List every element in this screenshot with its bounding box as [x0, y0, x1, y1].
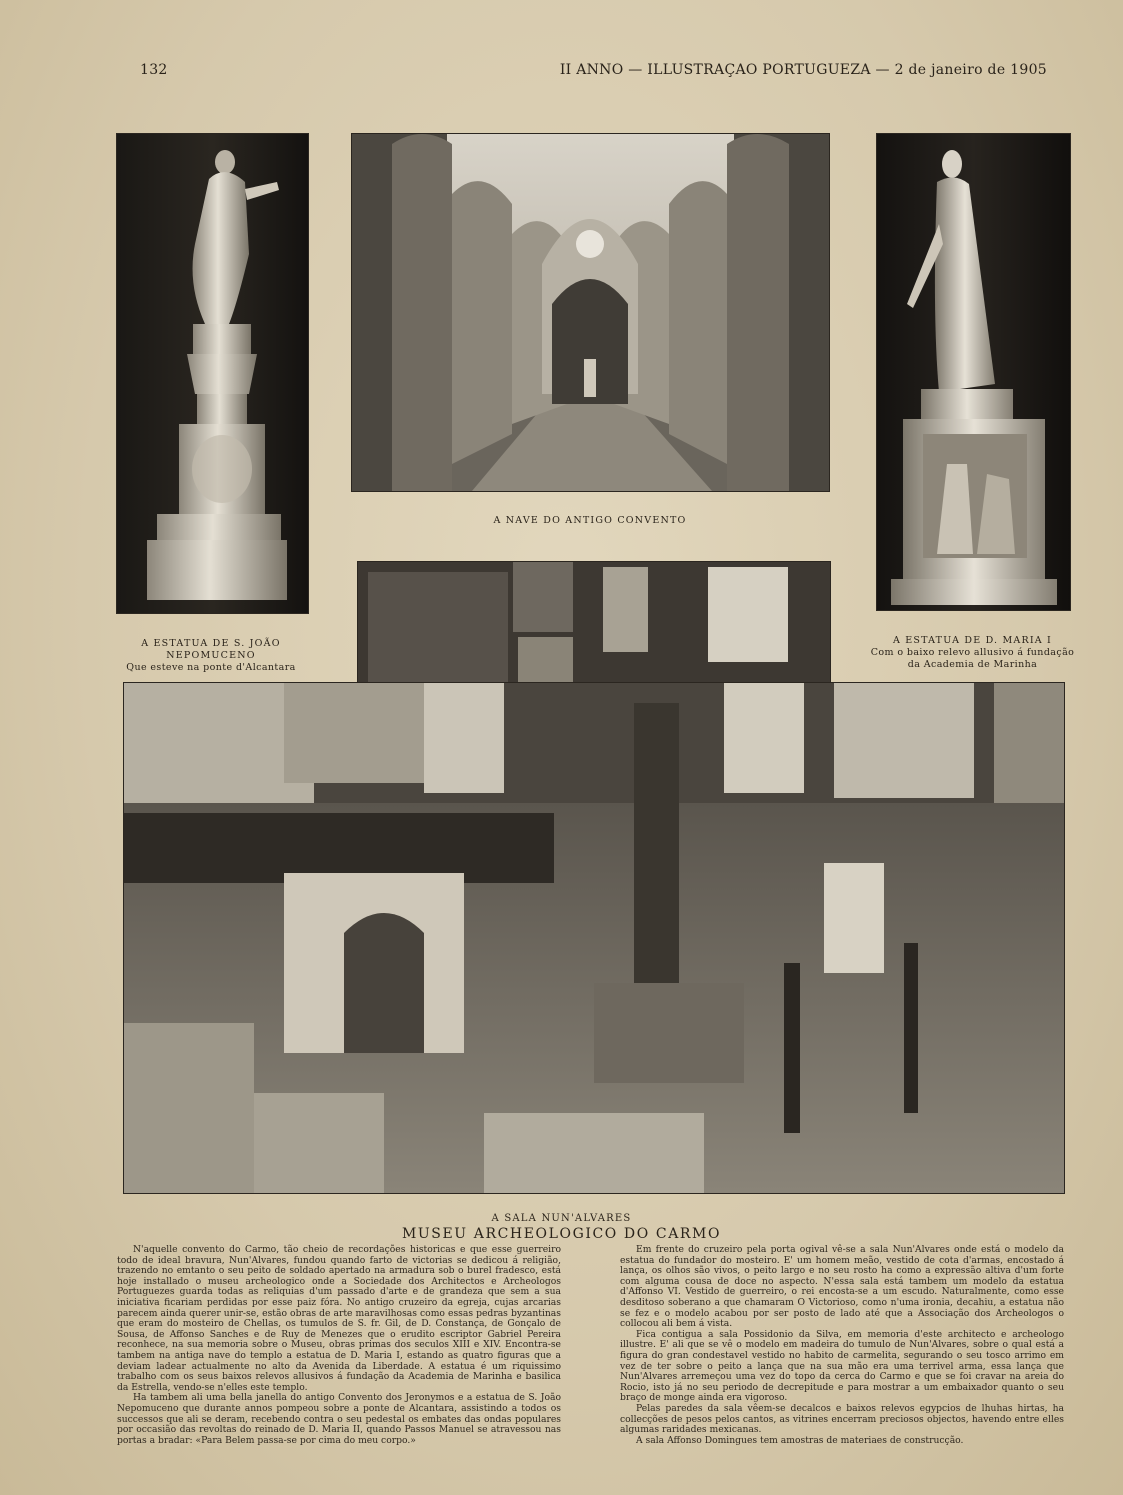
paragraph: N'aquelle convento do Carmo, tão cheio de recordações historicas e que esse guerreiro todo de ideal bravura, Nun'Alvares, fundou quando farto de victorias se dedicou á religião, trazendo no emtanto o seu peito de soldado apertado na armadura sob o burel fradesco, está hoje installado o museu archeologico onde a Sociedade dos Architectos e Archeologos Portuguezes guarda todas as reliquias d'um passado d'arte e de grandeza que sem a sua iniciativa ficariam perdidas por esse paiz fóra. No antigo cruzeiro da egreja, cujas arcarias parecem ainda querer unir-se, estão obras de arte maravilhosas como essas pedras byzantinas que eram do mosteiro de Chellas, os tumulos de S. fr. Gil, de D. Constança, de Gonçalo de Sousa, de Affonso Sanches e de Ruy de Menezes que o erudito escriptor Gabriel Pereira reconhece, na sua memoria sobre o Museu, obras primas dos seculos XIII e XIV. Encontra-se tambem na antiga nave do templo a estatua de D. Maria I, estando as quatro figuras que a deviam ladear actualmente no alto da Avenida da Liberdade. A estatua é um riquissimo trabalho com os seus baixos relevos allusivos á fundação da Academia de Marinha e basilica da Estrella, vendo-se n'elles este templo. [117, 1244, 561, 1393]
caption-statue-nepomuceno [100, 638, 322, 674]
caption-nave: A NAVE DO ANTIGO CONVENTO [493, 515, 687, 526]
photo-statue-nepomuceno [116, 133, 309, 614]
paragraph: A sala Affonso Domingues tem amostras de materiaes de construcção. [636, 1434, 964, 1446]
article-column-right [620, 1245, 1064, 1446]
paragraph: Pelas paredes da sala vêem-se decalcos e baixos relevos egypcios de lhuhas hirtas, ha collecções de pesos pelos cantos, as vitrines encerram preciosos objectos, havendo entre elles algumas raridades mexicanas. [620, 1402, 1064, 1436]
caption-statue-maria-sub2: da Academia de Marinha [907, 659, 1038, 670]
photo-room-upper [357, 561, 831, 687]
photo-nave [351, 133, 830, 492]
caption-statue-maria [860, 635, 1085, 671]
running-header: II ANNO — ILLUSTRAÇAO PORTUGUEZA — 2 de janeiro de 1905 [559, 62, 1047, 78]
caption-statue-nepomuceno-sub: Que esteve na ponte d'Alcantara [126, 662, 296, 673]
caption-room: A SALA NUN'ALVARES [491, 1213, 632, 1224]
page-number: 132 [140, 62, 168, 78]
photo-room-sala-nunalvares [123, 682, 1065, 1194]
photo-statue-maria [876, 133, 1071, 611]
paragraph: Fica contigua a sala Possidonio da Silva, em memoria d'este architecto e archeologo illustre. E' ali que se vê o modelo em madeira do tumulo de Nun'Alvares, sobre o qual está a figura do gran condestavel vestido no habito de carmelita, segurando o seu tosco arrimo em vez de ter sobre o peito a lança que na sua mão era uma terrivel arma, essa lança que Nun'Alvares arremeçou uma vez do topo da cerca do Carmo e que se foi cravar na areia do Rocio, isto já no seu periodo de decrepitude e para mostrar a um embaixador quanto o seu braço de monge ainda era vigoroso. [620, 1328, 1064, 1404]
paragraph: Em frente do cruzeiro pela porta ogival vê-se a sala Nun'Alvares onde está o modelo da estatua do fundador do mosteiro. E' um homem meão, vestido de cota d'armas, encostado á lança, os olhos são vivos, o peito largo e no seu rosto ha como a expressão altiva d'um forte com alguma cousa de doce no aspecto. N'essa sala está tambem um modelo da estatua d'Affonso VI. Vestido de guerreiro, o rei encosta-se a um escudo. Naturalmente, como esse desditoso soberano a que chamaram O Victorioso, como n'uma ironia, decahiu, a estatua não se fez e o modelo acabou por ser posto de lado até que a Associação dos Archeologos o collocou ali bem á vista. [620, 1244, 1064, 1330]
caption-statue-maria-title: A ESTATUA DE D. MARIA I [892, 635, 1053, 646]
caption-statue-nepomuceno-title: A ESTATUA DE S. JOÃO NEPOMUCENO [141, 638, 281, 661]
article-title: MUSEU ARCHEOLOGICO DO CARMO [401, 1226, 722, 1242]
paragraph: Ha tambem ali uma bella janella do antigo Convento dos Jeronymos e a estatua de S. João Nepomuceno que durante annos pompeou sobre a ponte de Alcantara, assistindo a todos os successos que ali se deram, recebendo contra o seu pedestal os embates das ondas populares por occasião das revoltas do reinado de D. Maria II, quando Passos Manuel se atravessou nas portas a bradar: «Para Belem passa-se por cima do meu corpo.» [117, 1392, 561, 1446]
caption-statue-maria-sub1: Com o baixo relevo allusivo á fundação [870, 647, 1075, 658]
article-column-left [117, 1245, 561, 1446]
